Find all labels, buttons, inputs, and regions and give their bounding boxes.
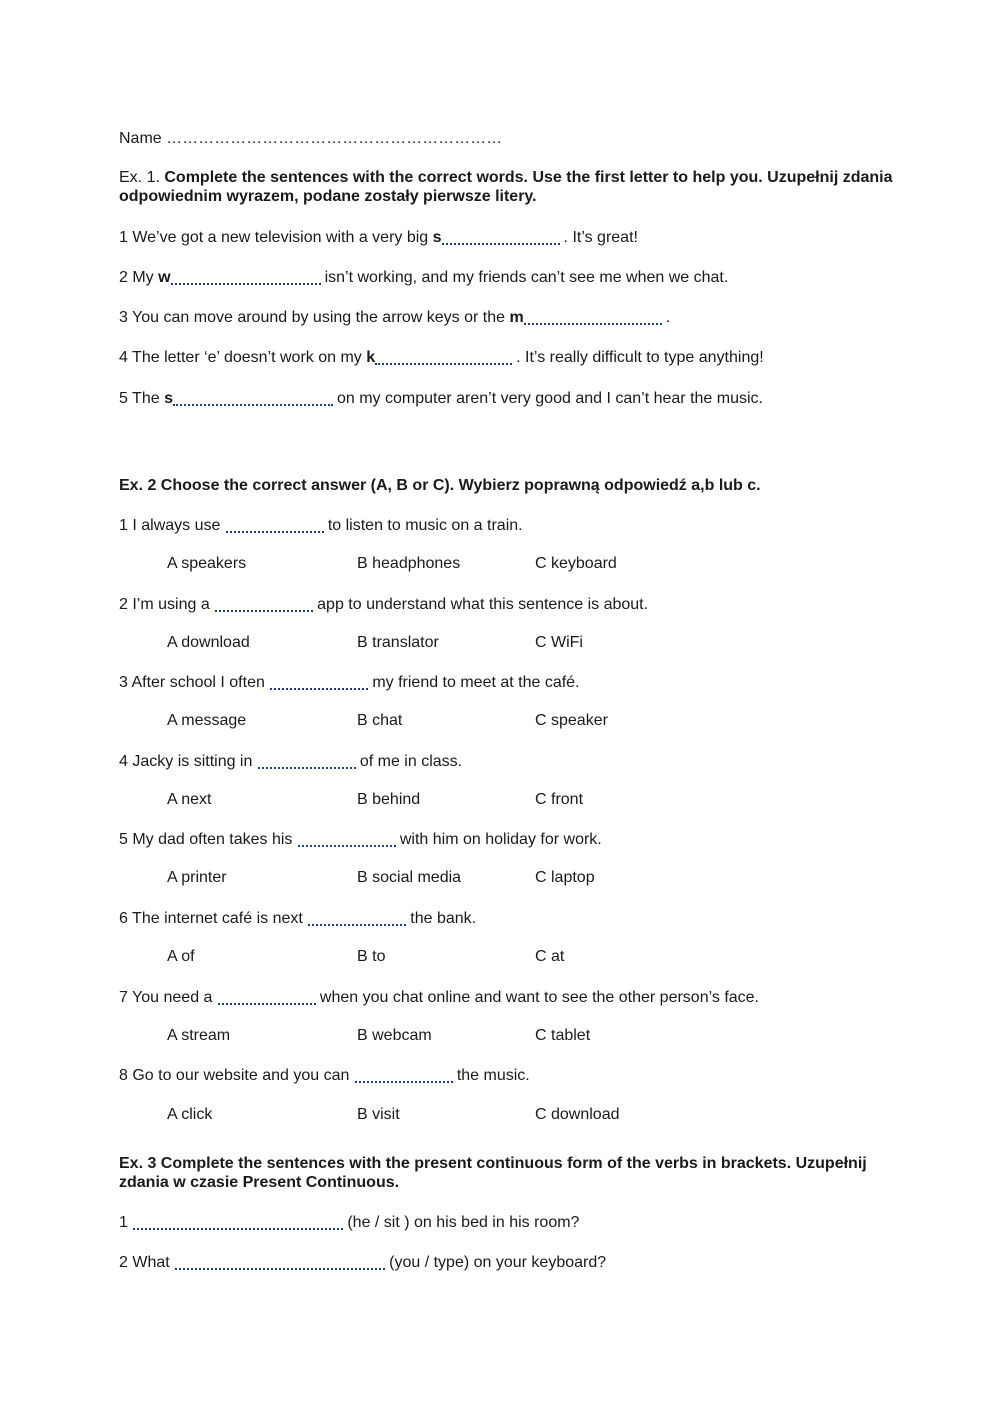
ex2-question-5: 5 My dad often takes his with him on holiday for work. — [119, 831, 602, 848]
ex2-question-7: 7 You need a when you chat online and want to see the other person’s face. — [119, 989, 759, 1006]
ex2-question-8: 8 Go to our website and you can the music. — [119, 1067, 530, 1084]
option-b[interactable]: B webcam — [357, 1027, 432, 1044]
ex2-options-2 — [0, 633, 1000, 653]
answer-blank[interactable] — [215, 596, 313, 612]
ex2-heading: Ex. 2 Choose the correct answer (A, B or C). Wybierz poprawną odpowiedź a,b lub c. — [119, 477, 761, 494]
option-c[interactable]: C WiFi — [535, 634, 583, 651]
ex3-heading: Ex. 3 Complete the sentences with the present continuous form of the verbs in brackets. Uzupełnij zdania w czasie Present Continuous. — [119, 1155, 867, 1191]
option-a[interactable]: A of — [167, 948, 195, 965]
answer-blank[interactable] — [442, 229, 560, 245]
option-b[interactable]: B chat — [357, 712, 403, 729]
answer-blank[interactable] — [175, 1254, 385, 1270]
ex1-item-5: 5 The s on my computer aren’t very good and I can’t hear the music. — [119, 390, 763, 407]
option-a[interactable]: A stream — [167, 1027, 231, 1044]
ex1-heading — [119, 168, 899, 206]
ex1-instruction: Complete the sentences with the correct words. Use the first letter to help you. Uzupełnij zdania odpowiednim wyrazem, podane zostały pierwsze litery. — [119, 169, 893, 205]
option-b[interactable]: B translator — [357, 634, 439, 651]
ex2-options-4 — [0, 790, 1000, 810]
ex1-item-4: 4 The letter ‘e’ doesn’t work on my k . It’s really difficult to type anything! — [119, 349, 764, 366]
option-a[interactable]: A message — [167, 712, 247, 729]
option-c[interactable]: C download — [535, 1106, 620, 1123]
ex2-question-3: 3 After school I often my friend to meet at the café. — [119, 674, 580, 691]
first-letter: k — [366, 349, 376, 366]
answer-blank[interactable] — [133, 1214, 343, 1230]
ex2-options-3 — [0, 711, 1000, 731]
ex2-question-4: 4 Jacky is sitting in of me in class. — [119, 753, 463, 770]
ex2-options-5 — [0, 868, 1000, 888]
first-letter: w — [158, 269, 171, 286]
ex3-item-2: 2 What (you / type) on your keyboard? — [119, 1254, 607, 1271]
option-c[interactable]: C speaker — [535, 712, 608, 729]
option-a[interactable]: A next — [167, 791, 212, 808]
ex2-options-6 — [0, 947, 1000, 967]
name-line: Name ……………………………………………………… — [119, 130, 503, 147]
answer-blank[interactable] — [218, 989, 316, 1005]
option-c[interactable]: C tablet — [535, 1027, 591, 1044]
ex3-item-1: 1 (he / sit ) on his bed in his room? — [119, 1214, 580, 1231]
answer-blank[interactable] — [173, 390, 333, 406]
option-a[interactable]: A speakers — [167, 555, 247, 572]
option-b[interactable]: B social media — [357, 869, 462, 886]
answer-blank[interactable] — [258, 753, 356, 769]
answer-blank[interactable] — [375, 349, 512, 365]
option-c[interactable]: C keyboard — [535, 555, 617, 572]
answer-blank[interactable] — [298, 831, 396, 847]
answer-blank[interactable] — [226, 517, 324, 533]
answer-blank[interactable] — [270, 674, 368, 690]
ex2-question-6: 6 The internet café is next the bank. — [119, 910, 477, 927]
ex2-question-2: 2 I’m using a app to understand what this sentence is about. — [119, 596, 649, 613]
answer-blank[interactable] — [308, 910, 406, 926]
ex2-options-8 — [0, 1105, 1000, 1125]
option-a[interactable]: A click — [167, 1106, 213, 1123]
answer-blank[interactable] — [524, 309, 662, 325]
option-c[interactable]: C at — [535, 948, 565, 965]
ex2-question-1: 1 I always use to listen to music on a train. — [119, 517, 523, 534]
option-a[interactable]: A download — [167, 634, 250, 651]
ex1-item-1: 1 We’ve got a new television with a very big s . It’s great! — [119, 229, 638, 246]
ex1-item-3: 3 You can move around by using the arrow keys or the m . — [119, 309, 671, 326]
ex1-item-2: 2 My w isn’t working, and my friends can’t see me when we chat. — [119, 269, 729, 286]
answer-blank[interactable] — [171, 269, 321, 285]
ex1-label: Ex. 1. — [119, 169, 160, 186]
first-letter: s — [164, 390, 173, 407]
option-c[interactable]: C front — [535, 791, 584, 808]
option-b[interactable]: B headphones — [357, 555, 461, 572]
option-b[interactable]: B to — [357, 948, 386, 965]
option-b[interactable]: B visit — [357, 1106, 400, 1123]
option-b[interactable]: B behind — [357, 791, 421, 808]
ex2-options-7 — [0, 1026, 1000, 1046]
ex2-options-1 — [0, 554, 1000, 574]
first-letter: s — [432, 229, 442, 246]
option-c[interactable]: C laptop — [535, 869, 595, 886]
first-letter: m — [509, 309, 524, 326]
option-a[interactable]: A printer — [167, 869, 227, 886]
answer-blank[interactable] — [355, 1067, 453, 1083]
